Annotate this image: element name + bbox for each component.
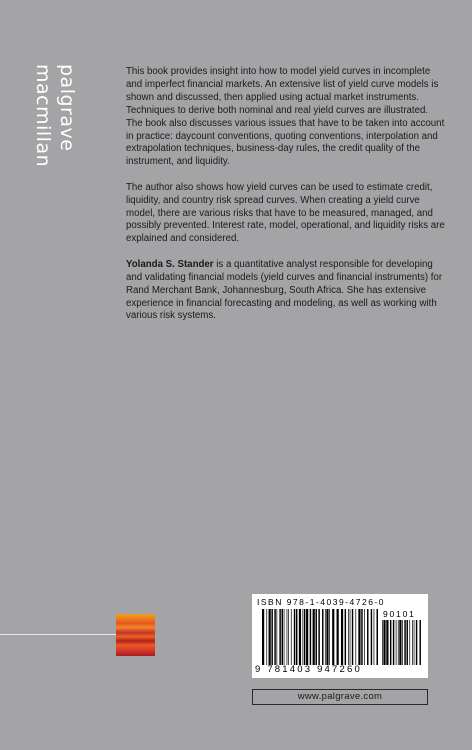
decorative-rule bbox=[0, 634, 116, 635]
logo-text-macmillan: macmillan bbox=[32, 64, 54, 168]
barcode-bar bbox=[377, 609, 379, 665]
author-bio-text: is a quantitative analyst responsible for developing and validating financial models (yield curves and financial instruments) for Rand Merchant Bank, Johannesburg, South Africa. She has extensive experience in financial forecasting and modeling, as well as working with various risk systems. bbox=[126, 258, 443, 322]
barcode-bar bbox=[390, 620, 391, 665]
blurb-paragraph-2: The author also shows how yield curves can be used to estimate credit, liquidity, and country risk spread curves. When creating a yield curve model, there are various risks that have to be measured, managed, and possibly prevented. Interest rate, model, operational, and liquidity risks are explained and considered. bbox=[126, 181, 445, 245]
barcode-bar bbox=[294, 609, 295, 665]
addon-digits: 90101 bbox=[383, 609, 416, 619]
barcode-bar bbox=[306, 609, 308, 665]
ean-digits: 9 781403 947260 bbox=[255, 664, 362, 675]
barcode-bar bbox=[299, 609, 301, 665]
barcode-bar bbox=[345, 609, 346, 665]
barcode-bar bbox=[266, 609, 267, 665]
barcode-bar bbox=[398, 620, 399, 665]
barcode-bar bbox=[279, 609, 280, 665]
barcode-bar bbox=[316, 609, 317, 665]
ean-bars bbox=[262, 609, 378, 665]
barcode-bar bbox=[310, 609, 311, 665]
barcode-bar bbox=[399, 620, 401, 665]
barcode-bar bbox=[383, 620, 385, 665]
barcode-bar bbox=[296, 609, 297, 665]
barcode-bar bbox=[350, 609, 351, 665]
barcode-bar bbox=[337, 609, 339, 665]
barcode-bar bbox=[341, 609, 343, 665]
barcode-bar bbox=[416, 620, 417, 665]
barcode-bar bbox=[355, 609, 356, 665]
logo-text-palgrave: palgrave bbox=[56, 64, 78, 152]
barcode-bar bbox=[287, 609, 288, 665]
barcode-bar bbox=[303, 609, 304, 665]
barcode-bar bbox=[322, 609, 323, 665]
barcode-bar bbox=[361, 609, 362, 665]
barcode-bar bbox=[329, 609, 330, 665]
barcode-bar bbox=[288, 609, 289, 665]
isbn-barcode bbox=[252, 594, 428, 678]
barcode-bar bbox=[348, 609, 349, 665]
barcode-bar bbox=[274, 609, 275, 665]
palgrave-macmillan-logo bbox=[32, 64, 92, 184]
barcode-bar bbox=[332, 609, 334, 665]
barcode-bar bbox=[407, 620, 408, 665]
gradient-swatch bbox=[116, 614, 155, 656]
barcode-bar bbox=[326, 609, 328, 665]
barcode-bar bbox=[409, 620, 410, 665]
barcode-bar bbox=[420, 620, 421, 665]
barcode-bar bbox=[313, 609, 315, 665]
barcode-bar bbox=[284, 609, 285, 665]
publisher-website[interactable]: www.palgrave.com bbox=[252, 689, 428, 705]
barcode-bar bbox=[262, 609, 264, 665]
isbn-label: ISBN 978-1-4039-4726-0 bbox=[257, 597, 385, 607]
barcode-bar bbox=[393, 620, 394, 665]
barcode-bar bbox=[269, 609, 271, 665]
barcode-bar bbox=[404, 620, 405, 665]
barcode-bar bbox=[371, 609, 372, 665]
cover-blurb bbox=[126, 66, 446, 336]
barcode-bar bbox=[382, 620, 383, 665]
barcode-bar bbox=[396, 620, 397, 665]
author-bio bbox=[126, 259, 446, 324]
barcode-bar bbox=[325, 609, 326, 665]
barcode-bar bbox=[412, 620, 413, 665]
barcode-bar bbox=[364, 609, 365, 665]
author-name: Yolanda S. Stander bbox=[126, 258, 214, 270]
barcode-bar bbox=[304, 609, 305, 665]
barcode-bar bbox=[352, 609, 353, 665]
barcode-bar bbox=[374, 609, 375, 665]
barcode-bar bbox=[318, 609, 319, 665]
barcode-bar bbox=[386, 620, 388, 665]
barcode-bar bbox=[358, 609, 360, 665]
barcode-bar bbox=[282, 609, 283, 665]
barcode-bar bbox=[414, 620, 415, 665]
barcode-bar bbox=[291, 609, 292, 665]
addon-bars bbox=[382, 620, 422, 665]
barcode-bar bbox=[271, 609, 272, 665]
barcode-bar bbox=[402, 620, 403, 665]
barcode-bar bbox=[367, 609, 368, 665]
blurb-paragraph-1: This book provides insight into how to model yield curves in incomplete and imperfect financial markets. An extensive list of yield curve models is shown and discussed, then applied using actual market instruments. Techniques to derive both nominal and real yield curves are illustrated. The book also discusses various issues that have to be taken into account in practice: daycount conventions, quoting conventions, interpolation and extrapolation techniques, business-day rules, the credit quality of the instrument, and liquidity. bbox=[126, 66, 445, 168]
barcode-bar bbox=[277, 609, 278, 665]
